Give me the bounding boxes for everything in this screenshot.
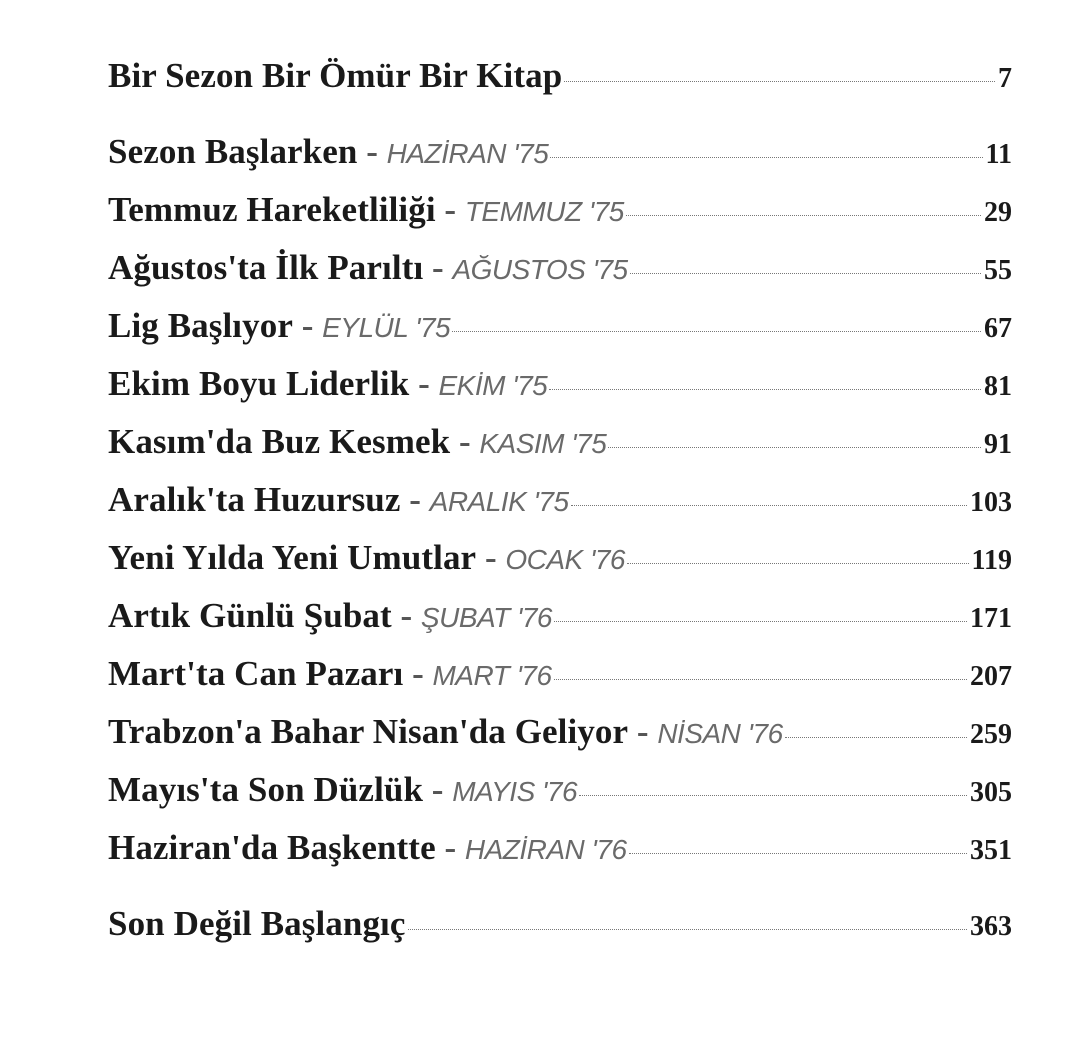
toc-entry-separator: - bbox=[357, 132, 387, 171]
toc-entry-month: ARALIK '75 bbox=[429, 486, 569, 517]
toc-entry-page: 11 bbox=[985, 139, 1012, 170]
toc-entry-page: 119 bbox=[971, 545, 1012, 576]
toc-entry-month: KASIM '75 bbox=[479, 428, 607, 459]
toc-entry-month: HAZİRAN '75 bbox=[386, 138, 549, 169]
table-of-contents bbox=[108, 56, 1012, 962]
dot-leader bbox=[785, 737, 967, 738]
toc-entry-month: MAYIS '76 bbox=[452, 776, 578, 807]
dot-leader bbox=[554, 679, 967, 680]
toc-entry-page: 29 bbox=[984, 197, 1012, 228]
toc-entry-separator: - bbox=[400, 480, 430, 519]
toc-entry-title: Temmuz Hareketliliği bbox=[108, 190, 436, 229]
dot-leader bbox=[629, 853, 967, 854]
toc-entry-separator: - bbox=[292, 306, 323, 345]
toc-entry-page: 91 bbox=[984, 429, 1012, 460]
toc-entry-separator: - bbox=[409, 364, 439, 403]
toc-entry-title: Kasım'da Buz Kesmek bbox=[108, 422, 451, 461]
toc-entry-title: Trabzon'a Bahar Nisan'da Geliyor bbox=[108, 712, 629, 751]
toc-entry-month: HAZİRAN '76 bbox=[464, 834, 627, 865]
dot-leader bbox=[608, 447, 981, 448]
toc-entry-chapter[interactable] bbox=[108, 190, 1012, 248]
toc-entry-page: 7 bbox=[998, 63, 1012, 94]
toc-entry-title: Lig Başlıyor bbox=[108, 306, 293, 345]
dot-leader bbox=[571, 505, 967, 506]
toc-entry-separator: - bbox=[423, 248, 453, 287]
toc-entry-chapter[interactable] bbox=[108, 364, 1012, 422]
toc-entry-chapter[interactable] bbox=[108, 480, 1012, 538]
toc-entry-separator: - bbox=[391, 596, 421, 635]
toc-entry-chapter[interactable] bbox=[108, 306, 1012, 364]
toc-entry-page: 207 bbox=[970, 661, 1012, 692]
dot-leader bbox=[579, 795, 967, 796]
toc-entry-page: 351 bbox=[970, 835, 1012, 866]
toc-entry-separator: - bbox=[450, 422, 480, 461]
toc-entry-chapter[interactable] bbox=[108, 132, 1012, 190]
toc-entry-chapter[interactable] bbox=[108, 538, 1012, 596]
dot-leader bbox=[564, 81, 995, 82]
toc-entry-title: Aralık'ta Huzursuz bbox=[108, 480, 401, 519]
toc-entry-chapter[interactable] bbox=[108, 712, 1012, 770]
toc-entry-page: 81 bbox=[984, 371, 1012, 402]
toc-entry-chapter[interactable] bbox=[108, 248, 1012, 306]
dot-leader bbox=[549, 389, 981, 390]
toc-entry-epilogue[interactable] bbox=[108, 904, 1012, 962]
toc-entry-page: 363 bbox=[970, 911, 1012, 942]
toc-entry-month: AĞUSTOS '75 bbox=[452, 254, 628, 285]
toc-entry-chapter[interactable] bbox=[108, 596, 1012, 654]
toc-entry-separator: - bbox=[423, 770, 453, 809]
toc-entry-page: 55 bbox=[984, 255, 1012, 286]
toc-entry-month: EYLÜL '75 bbox=[322, 312, 451, 343]
toc-entry-month: MART '76 bbox=[432, 660, 552, 691]
toc-entry-separator: - bbox=[403, 654, 433, 693]
toc-entry-month: NİSAN '76 bbox=[657, 718, 783, 749]
toc-entry-title: Son Değil Başlangıç bbox=[108, 904, 406, 943]
toc-entry-separator: - bbox=[476, 538, 506, 577]
toc-entry-chapter[interactable] bbox=[108, 422, 1012, 480]
toc-entry-separator: - bbox=[435, 190, 465, 229]
toc-entry-page: 171 bbox=[970, 603, 1012, 634]
toc-entry-chapter[interactable] bbox=[108, 770, 1012, 828]
toc-entry-separator: - bbox=[628, 712, 658, 751]
toc-entry-separator: - bbox=[435, 828, 465, 867]
dot-leader bbox=[452, 331, 981, 332]
dot-leader bbox=[554, 621, 967, 622]
toc-entry-page: 305 bbox=[970, 777, 1012, 808]
toc-entry-month: EKİM '75 bbox=[438, 370, 548, 401]
toc-entry-title: Ağustos'ta İlk Parıltı bbox=[108, 248, 424, 287]
toc-entry-page: 67 bbox=[984, 313, 1012, 344]
toc-entry-title: Yeni Yılda Yeni Umutlar bbox=[108, 538, 477, 577]
toc-entry-chapter[interactable] bbox=[108, 828, 1012, 886]
toc-entry-page: 259 bbox=[970, 719, 1012, 750]
toc-entry-title: Mart'ta Can Pazarı bbox=[108, 654, 404, 693]
toc-entry-title: Mayıs'ta Son Düzlük bbox=[108, 770, 424, 809]
toc-entry-title: Artık Günlü Şubat bbox=[108, 596, 392, 635]
toc-entry-page: 103 bbox=[970, 487, 1012, 518]
toc-entry-title: Haziran'da Başkentte bbox=[108, 828, 436, 867]
toc-entry-month: TEMMUZ '75 bbox=[464, 196, 624, 227]
dot-leader bbox=[550, 157, 982, 158]
toc-entry-month: OCAK '76 bbox=[505, 544, 625, 575]
toc-entry-title: Bir Sezon Bir Ömür Bir Kitap bbox=[108, 56, 563, 95]
toc-entry-chapter[interactable] bbox=[108, 654, 1012, 712]
dot-leader bbox=[630, 273, 981, 274]
toc-entry-title: Ekim Boyu Liderlik bbox=[108, 364, 410, 403]
toc-entry-month: ŞUBAT '76 bbox=[420, 602, 552, 633]
dot-leader bbox=[627, 563, 969, 564]
dot-leader bbox=[408, 929, 967, 930]
toc-entry-title: Sezon Başlarken bbox=[108, 132, 358, 171]
dot-leader bbox=[626, 215, 981, 216]
toc-entry-intro[interactable] bbox=[108, 56, 1012, 114]
